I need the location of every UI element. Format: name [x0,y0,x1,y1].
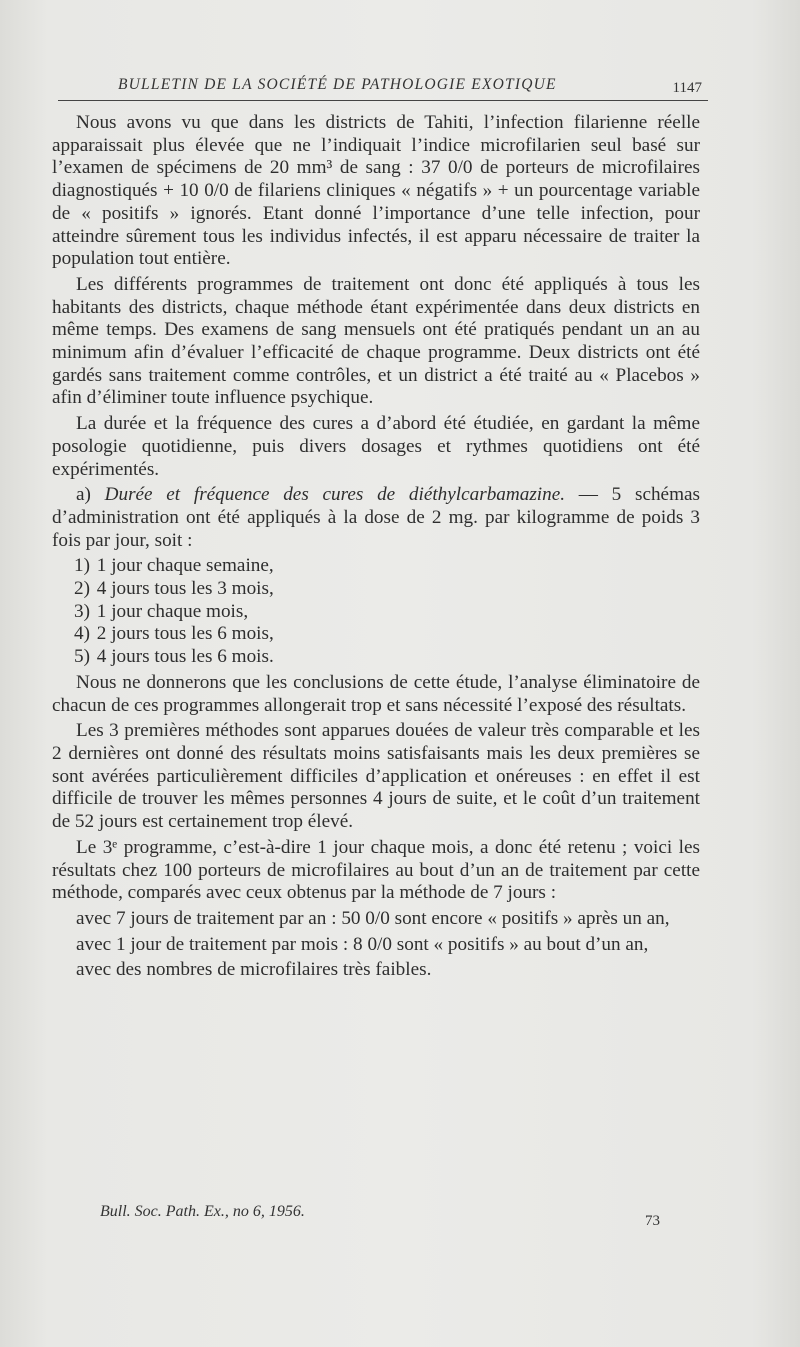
paragraph-4 [52,484,700,552]
list-item-number: 5) [74,646,90,668]
list-item-text: 4 jours tous les 6 mois. [96,646,274,668]
paragraph-2: Les différents programmes de traitement ont donc été appliqués à tous les habitants des districts, chaque méthode étant expérimentée dans deux districts en même temps. Des examens de sang mensuels ont été pratiqués pendant un an au minimum afin d’évaluer l’efficacité de chaque programme. Deux districts ont été gardés sans traitement comme contrôles, et un district a été traité au « Placebos » afin d’éliminer toute influence psychique. [52,273,700,409]
paragraph-3: La durée et la fréquence des cures a d’abord été étudiée, en gardant la même posologie quotidienne, puis divers dosages et rythmes quotidiens ont été expérimentés. [52,413,700,480]
section-heading: Durée et fréquence des cures de diéthylcarbamazine. [104,484,566,506]
list-item-number: 3) [74,600,90,622]
paragraph-8: avec 7 jours de traitement par an : 50 0/0 sont encore « positifs » après un an, [76,907,670,929]
list-item [52,646,700,669]
paragraph-4-text: — 5 schémas d’administration ont été appliqués à la dose de 2 mg. par kilogramme de poids 3 fois par jour, soit : [52,484,700,551]
list-item [52,578,700,601]
paragraph-9: avec 1 jour de traitement par mois : 8 0/0 sont « positifs » au bout d’un an, [76,933,649,955]
list-item-number: 2) [74,578,90,600]
paragraph-10: avec des nombres de microfilaires très faibles. [76,959,432,981]
list-item-number: 4) [74,623,90,645]
paragraph-7: Le 3ᵉ programme, c’est-à-dire 1 jour chaque mois, a donc été retenu ; voici les résultats chez 100 porteurs de microfilaires au bout d’un an de traitement par cette méthode, comparés avec ceux obtenus par la méthode de 7 jours : [52,836,700,904]
list-item [52,601,700,624]
list-item-text: 2 jours tous les 6 mois, [96,623,274,645]
header-rule [58,100,708,101]
paragraph-5: Nous ne donnerons que les conclusions de cette étude, l’analyse éliminatoire de chacun de ces programmes allongerait trop et sans nécessité l’exposé des résultats. [52,671,700,716]
running-title: BULLETIN DE LA SOCIÉTÉ DE PATHOLOGIE EXOTIQUE [118,76,557,93]
list-item-text: 4 jours tous les 3 mois, [96,578,274,600]
page-footer [100,1203,660,1243]
paragraph-6: Les 3 premières méthodes sont apparues douées de valeur très comparable et les 2 dernières ont donné des résultats moins satisfaisants mais les deux premières se sont avérées particulièrement difficiles d’application et onéreuses : en effet il est difficile de trouver les mêmes personnes 4 jours de suite, et le coût d’un traitement de 52 jours est certainement trop élevé. [52,720,700,833]
page-header [58,68,708,102]
paragraph-1: Nous avons vu que dans les districts de Tahiti, l’infection filarienne réelle apparaissait plus élevée que ne l’indiquait l’indice microfilarien seul basé sur l’examen de spécimens de 20 mm³ de sang : 37 0/0 de porteurs de microfilaires diagnostiqués + 10 0/0 de filariens cliniques « négatifs » + un pourcentage variable de « positifs » ignorés. Etant donné l’importance d’une telle infection, pour atteindre sûrement tous les individus infectés, il est apparu nécessaire de traiter la population tout entière. [52,112,700,270]
section-label: a) [76,484,91,506]
list-item-text: 1 jour chaque mois, [96,600,249,622]
signature-mark: 73 [645,1213,660,1229]
page-number: 1147 [672,80,702,96]
list-item-text: 1 jour chaque semaine, [96,555,274,577]
list-item [52,555,700,578]
list-item-number: 1) [74,555,90,577]
article-body [52,112,700,985]
footer-citation: Bull. Soc. Path. Ex., no 6, 1956. [100,1203,305,1220]
list-item [52,623,700,646]
